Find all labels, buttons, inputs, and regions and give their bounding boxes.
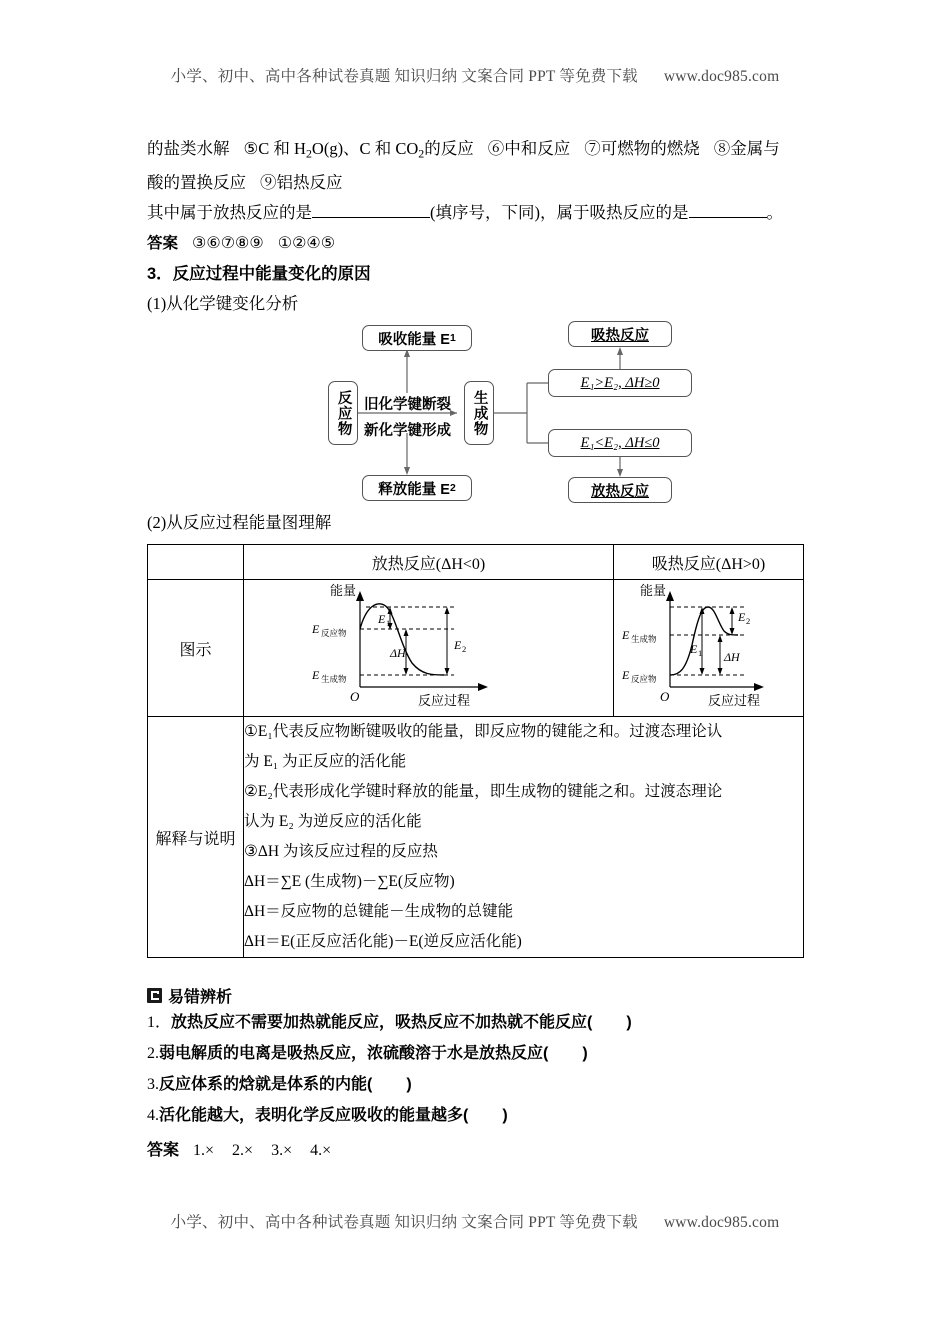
endo-product-sub: 生成物 bbox=[631, 634, 657, 645]
flow-label-bond-form: 新化学键形成 bbox=[364, 423, 451, 440]
exothermic-energy-diagram bbox=[304, 583, 554, 713]
explain-line-0: ①E₁代表反应物断键吸收的能量，即反应物的键能之和。过渡态理论认 bbox=[244, 723, 723, 741]
exo-e2-label: E bbox=[453, 638, 461, 653]
endo-origin-label: O bbox=[660, 689, 670, 705]
question-text-b: (填序号，下同)，属于吸热反应的是 bbox=[430, 203, 689, 223]
flow-cond-endo-text: E₁>E₂, ΔH≥0 bbox=[580, 374, 660, 391]
header-watermark bbox=[0, 64, 950, 86]
flow-exo-text: 放热反应 bbox=[591, 483, 649, 500]
misconception-answer-4: 4.× bbox=[310, 1142, 332, 1160]
exo-e2-sub: 2 bbox=[461, 644, 466, 655]
text-item8-b: 酸的置换反应 bbox=[147, 173, 246, 193]
table-cell-exo-diagram bbox=[244, 580, 614, 717]
flow-cond-exo-text: E₁<E₂, ΔH≤0 bbox=[580, 434, 660, 451]
text-item5-a: ⑤C 和 H bbox=[243, 139, 306, 158]
misconception-item-1-close: ) bbox=[626, 1014, 632, 1032]
misconception-item-3-close: ) bbox=[406, 1076, 412, 1094]
misconception-item-3 bbox=[147, 1069, 803, 1100]
misconception-item-3-text: 反应体系的焓就是体系的内能( bbox=[159, 1076, 373, 1094]
section-badge-icon bbox=[147, 988, 162, 1003]
misconception-answer-3: 3.× bbox=[271, 1142, 293, 1160]
misconception-answer-2: 2.× bbox=[232, 1142, 254, 1160]
subsection-1-label: (1)从化学键变化分析 bbox=[147, 294, 299, 314]
subsection-2-label: (2)从反应过程能量图理解 bbox=[147, 513, 332, 533]
exo-x-axis-label: 反应过程 bbox=[417, 693, 470, 709]
misconception-item-1-text: 放热反应不需要加热就能反应，吸热反应不加热就不能反应( bbox=[171, 1014, 593, 1032]
answer-endothermic-value: ①②④⑤ bbox=[277, 235, 336, 253]
sub-co2: 2 bbox=[418, 146, 425, 161]
exo-product-sub: 生成物 bbox=[320, 674, 347, 685]
explain-line-7: ΔH＝E(正反应活化能)－E(逆反应活化能) bbox=[244, 933, 522, 951]
flow-box-reactant bbox=[328, 381, 358, 445]
answer-blank-endothermic[interactable] bbox=[689, 202, 767, 218]
misconception-item-1-num: 1． bbox=[147, 1014, 172, 1032]
endo-e2-label: E bbox=[738, 610, 746, 625]
table-header-exothermic: 放热反应(ΔH<0) bbox=[244, 545, 614, 580]
header-watermark-text: 小学、初中、高中各种试卷真题 知识归纳 文案合同 PPT 等免费下载 bbox=[170, 68, 638, 85]
endothermic-energy-diagram bbox=[616, 583, 801, 713]
exo-dh-label: ΔH bbox=[389, 646, 406, 661]
header-watermark-url: www.doc985.com bbox=[663, 68, 780, 85]
answer-line bbox=[147, 228, 803, 259]
exo-reactant-sub: 反应物 bbox=[320, 628, 347, 639]
flow-release-sub: 2 bbox=[449, 482, 456, 494]
misconception-item-4-text: 活化能越大，表明化学反应吸收的能量越多( bbox=[159, 1107, 469, 1125]
footer-watermark-text: 小学、初中、高中各种试卷真题 知识归纳 文案合同 PPT 等免费下载 bbox=[170, 1214, 638, 1231]
exo-product-label: E bbox=[311, 668, 319, 683]
paragraph-reaction-list bbox=[147, 134, 803, 168]
exo-y-axis-label: 能量 bbox=[329, 583, 356, 599]
misconception-section-heading bbox=[147, 984, 803, 1007]
section-heading-3: 3．反应过程中能量变化的原因 bbox=[147, 265, 371, 284]
explain-line-4: ③ΔH 为该反应过程的反应热 bbox=[244, 843, 438, 861]
explain-line-5: ΔH＝∑E (生成物)－∑E(反应物) bbox=[244, 873, 455, 891]
text-item5-c: 的反应 bbox=[424, 139, 474, 158]
flow-reactant-text: 反应物 bbox=[335, 390, 352, 437]
exo-e1-sub: 1 bbox=[385, 618, 390, 629]
misconception-item-2-text: 弱电解质的电离是吸热反应，浓硫酸溶于水是放热反应( bbox=[159, 1045, 549, 1063]
endo-y-axis-label: 能量 bbox=[640, 583, 667, 599]
text-item8-a: ⑧金属与 bbox=[713, 139, 780, 158]
flow-box-endothermic bbox=[568, 321, 672, 347]
table-rowlabel-explain: 解释与说明 bbox=[148, 717, 244, 958]
flow-release-text: 释放能量 E bbox=[378, 481, 450, 498]
misconception-item-4-num: 4. bbox=[147, 1107, 159, 1125]
endo-product-label: E bbox=[622, 628, 630, 643]
paragraph-reaction-list-cont bbox=[147, 168, 803, 198]
endo-e2-sub: 2 bbox=[746, 616, 751, 627]
document-content bbox=[147, 134, 803, 1182]
question-period: 。 bbox=[766, 203, 783, 223]
answer-exothermic-value: ③⑥⑦⑧⑨ bbox=[192, 235, 264, 253]
exo-origin-label: O bbox=[349, 689, 359, 705]
explain-line-6: ΔH＝反应物的总键能－生成物的总键能 bbox=[244, 903, 514, 921]
text-item9: ⑨铝热反应 bbox=[260, 173, 343, 193]
text-item7: ⑦可燃物的燃烧 bbox=[584, 139, 700, 158]
endo-reactant-label: E bbox=[622, 668, 630, 683]
misconception-item-4-close: ) bbox=[502, 1107, 508, 1125]
flow-absorb-text: 吸收能量 E bbox=[378, 331, 450, 348]
endo-e1-label: E bbox=[690, 642, 698, 657]
answer-label: 答案 bbox=[147, 235, 179, 253]
misconception-heading-text: 易错辨析 bbox=[168, 989, 233, 1007]
misconception-answer-1: 1.× bbox=[193, 1142, 215, 1160]
table-header-row bbox=[148, 545, 804, 580]
misconception-item-2-close: ) bbox=[582, 1045, 588, 1063]
flow-box-condition-exo bbox=[548, 429, 692, 457]
footer-watermark bbox=[0, 1210, 950, 1232]
explain-line-1: 为 E₁ 为正反应的活化能 bbox=[244, 753, 407, 771]
table-header-endothermic: 吸热反应(ΔH>0) bbox=[614, 545, 804, 580]
flow-box-release-energy bbox=[362, 475, 472, 501]
sub-h2o: 2 bbox=[305, 146, 312, 161]
table-cell-explanation bbox=[244, 717, 804, 958]
misconception-answer-label: 答案 bbox=[147, 1142, 180, 1160]
text-salt-hydrolysis: 的盐类水解 bbox=[147, 139, 230, 158]
endo-reactant-sub: 反应物 bbox=[631, 674, 657, 685]
table-row-diagram bbox=[148, 580, 804, 717]
flow-box-condition-endo bbox=[548, 369, 692, 397]
table-rowlabel-diagram: 图示 bbox=[148, 580, 244, 717]
misconception-item-1 bbox=[147, 1007, 803, 1038]
paragraph-question bbox=[147, 198, 803, 228]
flow-endo-text: 吸热反应 bbox=[591, 327, 649, 344]
footer-watermark-url: www.doc985.com bbox=[663, 1214, 780, 1231]
question-text-a: 其中属于放热反应的是 bbox=[147, 203, 312, 223]
exo-e1-label: E bbox=[377, 612, 385, 627]
flow-label-bond-break: 旧化学键断裂 bbox=[364, 397, 451, 414]
misconception-answers bbox=[147, 1135, 803, 1166]
endo-x-axis-label: 反应过程 bbox=[708, 693, 761, 709]
flow-box-product bbox=[464, 381, 494, 445]
endo-e1-sub: 1 bbox=[698, 648, 703, 659]
text-item5-b: O(g)、C 和 CO bbox=[311, 139, 419, 158]
misconception-item-3-num: 3. bbox=[147, 1076, 159, 1094]
misconception-item-2-num: 2. bbox=[147, 1045, 159, 1063]
misconception-item-2 bbox=[147, 1038, 803, 1069]
flow-box-absorb-energy bbox=[362, 325, 472, 351]
table-cell-endo-diagram bbox=[614, 580, 804, 717]
explain-line-2: ②E₂代表形成化学键时释放的能量，即生成物的键能之和。过渡态理论 bbox=[244, 783, 723, 801]
explain-line-3: 认为 E₂ 为逆反应的活化能 bbox=[244, 813, 422, 831]
endo-dh-label: ΔH bbox=[724, 650, 740, 665]
energy-diagram-table bbox=[147, 544, 804, 958]
text-item6: ⑥中和反应 bbox=[487, 139, 571, 158]
exo-reactant-label: E bbox=[311, 622, 319, 637]
answer-blank-exothermic[interactable] bbox=[312, 202, 430, 218]
flow-product-text: 生成物 bbox=[471, 390, 488, 437]
table-header-empty bbox=[148, 545, 244, 580]
table-row-explanation bbox=[148, 717, 804, 958]
flow-absorb-sub: 1 bbox=[449, 332, 456, 344]
misconception-item-4 bbox=[147, 1100, 803, 1131]
flow-box-exothermic bbox=[568, 477, 672, 503]
flowchart-container bbox=[147, 323, 803, 508]
